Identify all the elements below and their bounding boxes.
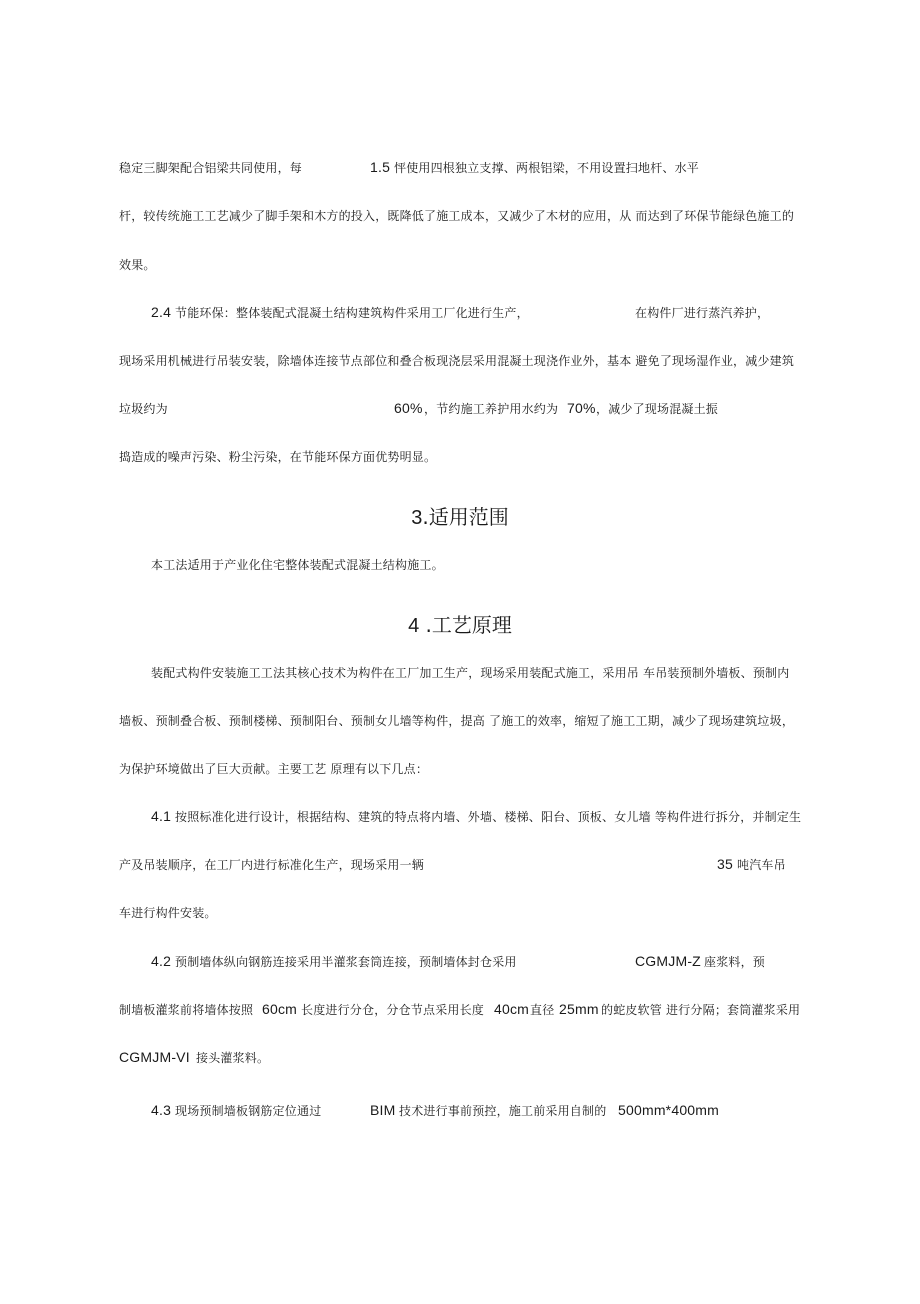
heading-title: .工艺原理	[419, 613, 512, 637]
heading-number: 3	[411, 507, 423, 529]
text-line: ，减少了现场混凝土振	[596, 402, 719, 416]
section-heading	[0, 504, 920, 531]
number-value: 35	[717, 856, 733, 872]
material-code: CGMJM-VI	[119, 1049, 190, 1065]
number-value: 1.5	[370, 159, 391, 175]
section-number: 2.4	[151, 304, 172, 320]
text-line: 装配式构件安装施工工法其核心技术为构件在工厂加工生产，现场采用装配式施工，采用吊 车吊装预制外墙板、预制内	[151, 666, 790, 680]
text-line: 墙板、预制叠合板、预制楼梯、预制阳台、预制女儿墙等构件，提高 了施工的效率，缩短了施工工期，减少了现场建筑垃圾，	[119, 714, 795, 728]
text-line: 接头灌浆料。	[196, 1051, 270, 1065]
text-line: 制墙板灌浆前将墙体按照	[119, 1003, 254, 1017]
section-number: 4.2	[151, 953, 172, 969]
material-code: CGMJM-Z	[635, 953, 701, 969]
text-line: 现场采用机械进行吊装安装，除墙体连接节点部位和叠合板现浇层采用混凝土现浇作业外，基本 避免了现场湿作业，减少建筑	[119, 354, 795, 368]
text-line: 技术进行事前预控，施工前采用自制的	[399, 1104, 607, 1118]
number-value: 40cm	[494, 1001, 530, 1017]
section-number: 4.3	[151, 1102, 172, 1118]
technology-name: BIM	[370, 1102, 396, 1118]
text-line: 节能环保：整体装配式混凝土结构建筑构件采用工厂化进行生产，	[175, 306, 529, 320]
number-value: 25mm	[559, 1001, 599, 1017]
text-line: 吨汽车吊	[737, 858, 786, 872]
text-line: 稳定三脚架配合铝梁共同使用，每	[119, 161, 303, 175]
text-line: 现场预制墙板钢筋定位通过	[175, 1104, 322, 1118]
number-value: 70%	[567, 400, 596, 416]
text-line: 杆，较传统施工工艺减少了脚手架和木方的投入，既降低了施工成本，又减少了木材的应用，从 而达到了环保节能绿色施工的	[119, 209, 795, 223]
text-line: 直径	[530, 1003, 555, 1017]
text-line: ，节约施工养护用水约为	[424, 402, 559, 416]
text-line: 按照标准化进行设计，根据结构、建筑的特点将内墙、外墙、楼梯、阳台、顶板、女儿墙 等构件进行拆分，并制定生	[175, 810, 802, 824]
text-line: 怦使用四根独立支撑、两根铝梁，不用设置扫地杆、水平	[394, 161, 700, 175]
heading-number: 4	[408, 615, 420, 637]
number-value: 60cm	[262, 1001, 298, 1017]
text-line: 在构件厂进行蒸汽养护，	[635, 306, 770, 320]
text-line: 为保护环境做出了巨大贡献。主要工艺 原理有以下几点：	[119, 762, 429, 776]
text-line: 的蛇皮软管 进行分隔；套筒灌浆采用	[601, 1003, 801, 1017]
heading-title: .适用范围	[422, 505, 509, 529]
text-line: 预制墙体纵向钢筋连接采用半灌浆套筒连接，预制墙体封仓采用	[175, 955, 517, 969]
text-line: 长度进行分仓，分仓节点采用长度	[301, 1003, 485, 1017]
text-line: 捣造成的噪声污染、粉尘污染，在节能环保方面优势明显。	[119, 450, 437, 464]
dimension-value: 500mm*400mm	[618, 1102, 720, 1118]
section-heading	[0, 612, 920, 639]
text-line: 本工法适用于产业化住宅整体装配式混凝土结构施工。	[151, 558, 444, 572]
number-value: 60%	[394, 400, 423, 416]
text-line: 座浆料，预	[704, 955, 766, 969]
text-line: 垃圾约为	[119, 402, 168, 416]
section-number: 4.1	[151, 808, 172, 824]
text-line: 车进行构件安装。	[119, 906, 217, 920]
text-line: 产及吊装顺序，在工厂内进行标准化生产，现场采用一辆	[119, 858, 425, 872]
text-line: 效果。	[119, 258, 156, 272]
